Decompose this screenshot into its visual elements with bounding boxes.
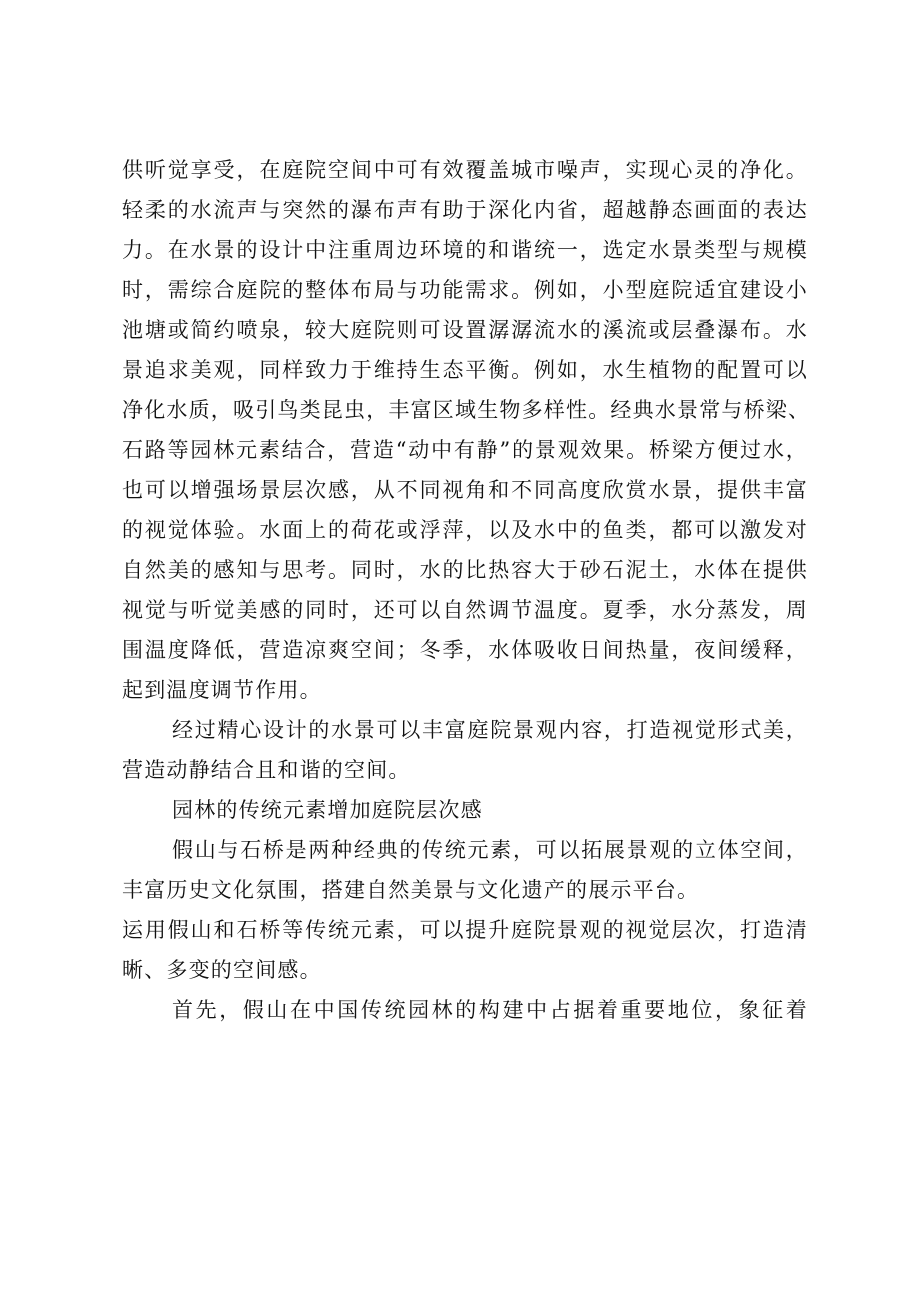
text-line: 视觉与听觉美感的同时，还可以自然调节温度。夏季，水分蒸发，周 [122, 598, 808, 622]
text-line: 景追求美观，同样致力于维持生态平衡。例如，水生植物的配置可以 [122, 358, 808, 382]
text-line: 净化水质，吸引鸟类昆虫，丰富区域生物多样性。经典水景常与桥梁、 [122, 398, 811, 422]
text-line: 轻柔的水流声与突然的瀑布声有助于深化内省，超越静态画面的表达 [122, 198, 808, 222]
section-heading: 园林的传统元素增加庭院层次感 [172, 798, 483, 822]
body-text [122, 150, 811, 1030]
text-line: 营造动静结合且和谐的空间。 [122, 758, 411, 782]
text-line: 池塘或简约喷泉，较大庭院则可设置潺潺流水的溪流或层叠瀑布。水 [122, 318, 808, 342]
text-line: 运用假山和石桥等传统元素，可以提升庭院景观的视觉层次，打造清 [122, 918, 808, 942]
text-line: 时，需综合庭院的整体布局与功能需求。例如，小型庭院适宜建设小 [122, 278, 808, 302]
text-line: 假山与石桥是两种经典的传统元素，可以拓展景观的立体空间， [172, 838, 808, 862]
text-line: 自然美的感知与思考。同时，水的比热容大于砂石泥土，水体在提供 [122, 558, 808, 582]
text-line: 力。在水景的设计中注重周边环境的和谐统一，选定水景类型与规模 [122, 238, 808, 262]
text-line: 经过精心设计的水景可以丰富庭院景观内容，打造视觉形式美， [172, 718, 808, 742]
text-line: 起到温度调节作用。 [122, 678, 322, 702]
text-line: 也可以增强场景层次感，从不同视角和不同高度欣赏水景，提供丰富 [122, 478, 808, 502]
text-line: 供听觉享受，在庭院空间中可有效覆盖城市噪声，实现心灵的净化。 [122, 158, 808, 182]
text-line: 石路等园林元素结合，营造“动中有静”的景观效果。桥梁方便过水， [122, 438, 808, 462]
text-line: 晰、多变的空间感。 [122, 958, 322, 982]
text-line: 的视觉体验。水面上的荷花或浮萍，以及水中的鱼类，都可以激发对 [122, 518, 808, 542]
text-line: 丰富历史文化氛围，搭建自然美景与文化遗产的展示平台。 [122, 878, 700, 902]
text-line: 围温度降低，营造凉爽空间；冬季，水体吸收日间热量，夜间缓释， [122, 638, 808, 662]
text-line: 首先，假山在中国传统园林的构建中占据着重要地位，象征着 [172, 998, 808, 1022]
